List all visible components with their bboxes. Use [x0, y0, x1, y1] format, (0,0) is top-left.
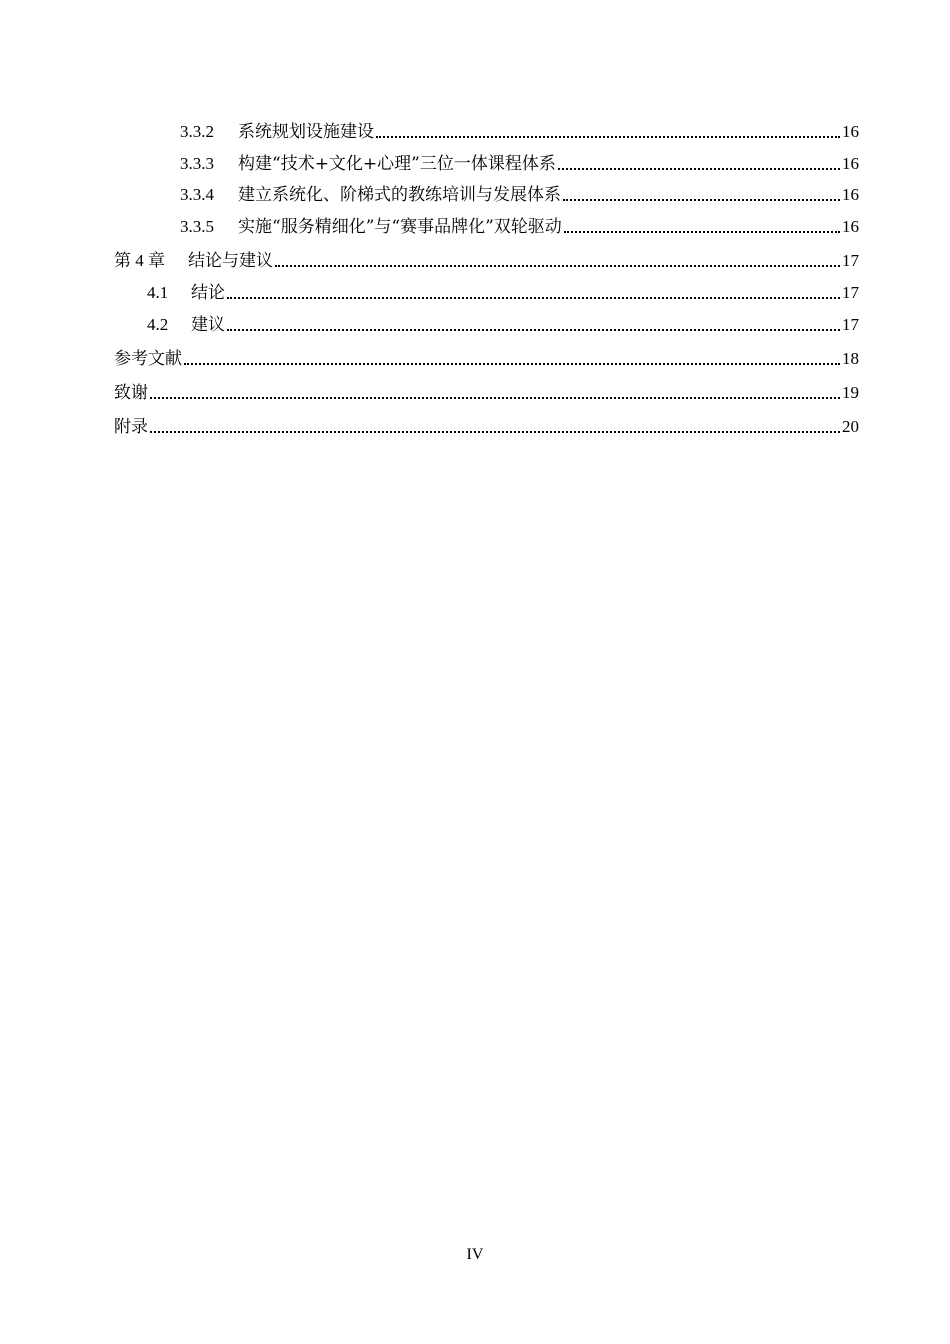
toc-entry-3-3-4[interactable] [114, 183, 859, 207]
toc-entry-page: 17 [842, 250, 859, 270]
table-of-contents [114, 120, 859, 447]
toc-entry-page: 17 [842, 314, 859, 334]
toc-entry-4-2[interactable] [114, 313, 859, 337]
toc-entry-page: 16 [842, 216, 859, 236]
toc-entry-chapter-4[interactable] [114, 249, 859, 273]
toc-entry-title: 参考文献 [114, 348, 182, 369]
toc-leader-dots [227, 297, 840, 299]
toc-entry-title: 附录 [114, 416, 148, 437]
toc-entry-number: 3.3.2 [180, 122, 214, 141]
toc-entry-acknowledgements[interactable] [114, 381, 859, 405]
toc-leader-dots [558, 168, 840, 170]
toc-entry-page: 19 [842, 382, 859, 402]
toc-leader-dots [563, 199, 840, 201]
toc-entry-4-1[interactable] [114, 281, 859, 305]
toc-entry-number: 第 4 章 [114, 250, 165, 270]
toc-entry-page: 16 [842, 153, 859, 173]
toc-entry-page: 17 [842, 282, 859, 302]
toc-entry-3-3-5[interactable] [114, 215, 859, 239]
toc-entry-page: 20 [842, 416, 859, 436]
toc-entry-title: 结论 [191, 282, 225, 303]
toc-leader-dots [564, 231, 840, 233]
toc-entry-title: 致谢 [114, 382, 148, 403]
page-footer-number: IV [466, 1246, 484, 1263]
toc-entry-number: 3.3.5 [180, 216, 214, 236]
toc-entry-3-3-3[interactable] [114, 152, 859, 176]
toc-leader-dots [150, 397, 840, 399]
toc-entry-title: 实施“服务精细化”与“赛事品牌化”双轮驱动 [238, 216, 562, 237]
toc-entry-number: 3.3.4 [180, 185, 214, 204]
toc-entry-references[interactable] [114, 347, 859, 371]
toc-entry-number: 4.2 [147, 314, 169, 334]
toc-leader-dots [376, 136, 840, 138]
toc-entry-3-3-2[interactable] [114, 120, 859, 144]
toc-entry-page: 16 [842, 122, 859, 141]
toc-leader-dots [184, 363, 840, 365]
toc-leader-dots [150, 431, 840, 433]
toc-leader-dots [275, 265, 840, 267]
toc-entry-page: 16 [842, 185, 859, 204]
toc-entry-appendix[interactable] [114, 415, 859, 439]
toc-entry-number: 4.1 [147, 282, 169, 302]
toc-entry-page: 18 [842, 348, 859, 368]
toc-entry-title: 结论与建议 [188, 250, 273, 271]
toc-entry-title: 系统规划设施建设 [238, 122, 374, 142]
toc-entry-title: 建议 [191, 314, 225, 335]
toc-entry-number: 3.3.3 [180, 153, 214, 173]
toc-entry-title: 建立系统化、阶梯式的教练培训与发展体系 [238, 185, 561, 205]
toc-leader-dots [227, 329, 840, 331]
toc-entry-title: 构建“技术+文化+心理”三位一体课程体系 [238, 153, 556, 174]
